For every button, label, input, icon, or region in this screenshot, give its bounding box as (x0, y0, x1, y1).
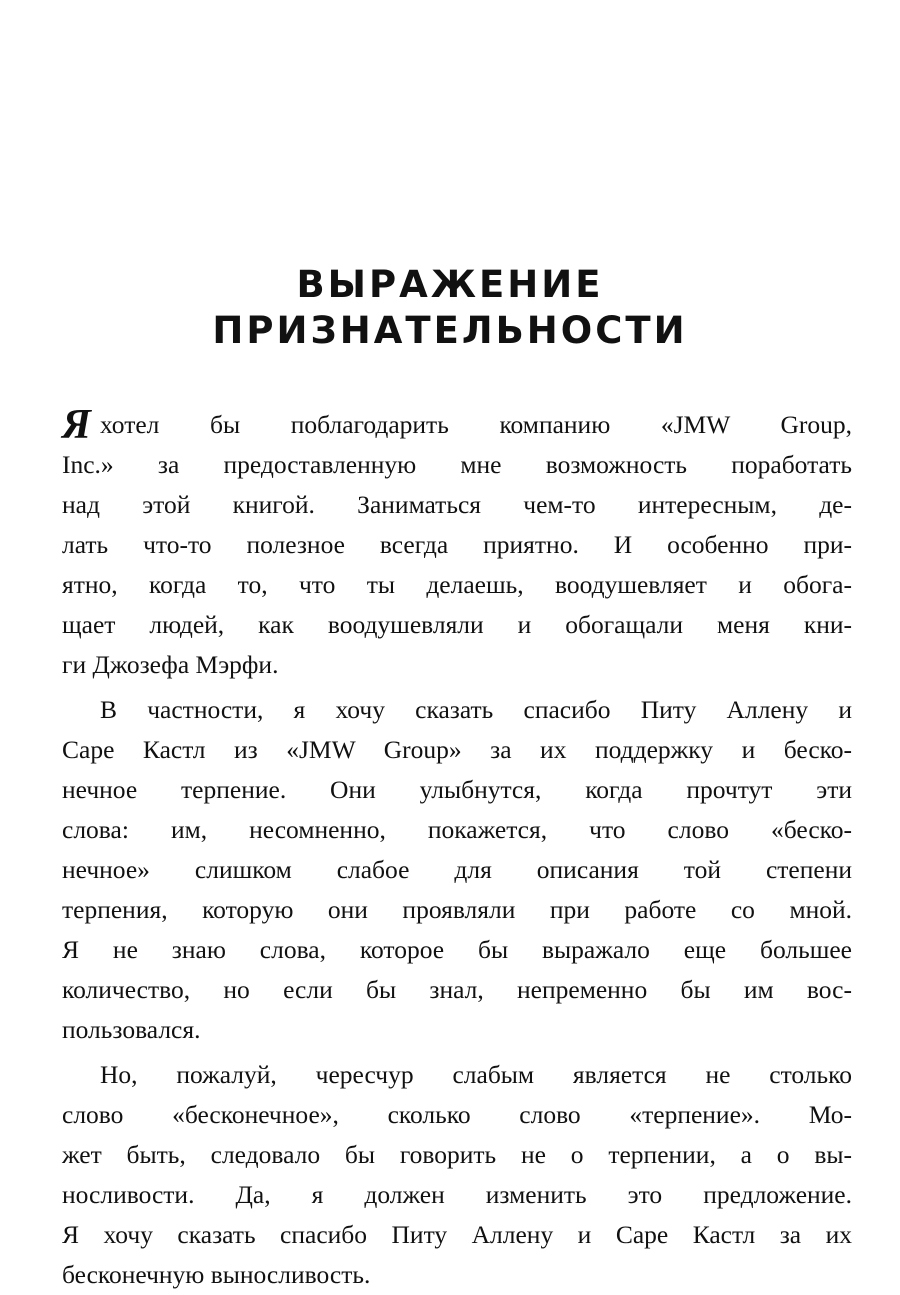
text-line: Саре Кастл из «JMW Group» за их поддержку и беско- (62, 735, 852, 764)
text-line-content: хотел бы поблагодарить компанию «JMW Group, (100, 410, 852, 439)
page-title (100, 262, 800, 354)
text-line: Я не знаю слова, которое бы выражало еще большее (62, 935, 852, 964)
paragraph-3 (62, 1055, 852, 1295)
text-line: Inc.» за предоставленную мне возможность поработать (62, 450, 852, 479)
text-line: жет быть, следовало бы говорить не о терпении, а о вы- (62, 1140, 852, 1169)
text-line: слово «бесконечное», сколько слово «терпение». Мо- (62, 1100, 852, 1129)
title-line-1: ВЫРАЖЕНИЕ (296, 263, 604, 306)
text-line: В частности, я хочу сказать спасибо Питу Аллену и (100, 695, 852, 724)
title-line-2: ПРИЗНАТЕЛЬНОСТИ (212, 309, 688, 352)
text-line: носливости. Да, я должен изменить это предложение. (62, 1180, 852, 1209)
text-line: Я хочу сказать спасибо Питу Аллену и Саре Кастл за их (62, 1220, 852, 1249)
text-line: нечное терпение. Они улыбнутся, когда прочтут эти (62, 775, 852, 804)
text-line: количество, но если бы знал, непременно бы им вос- (62, 975, 852, 1004)
text-line: слова: им, несомненно, покажется, что слово «беско- (62, 815, 852, 844)
body-text (62, 402, 852, 1295)
text-line: над этой книгой. Заниматься чем-то интересным, де- (62, 490, 852, 519)
text-line: пользовался. (62, 1015, 201, 1044)
paragraph-2 (62, 690, 852, 1050)
text-line: щает людей, как воодушевляли и обогащали меня кни- (62, 610, 852, 639)
text-line: ятно, когда то, что ты делаешь, воодушевляет и обога- (62, 570, 852, 599)
paragraph-1 (62, 402, 852, 685)
text-line: терпения, которую они проявляли при работе со мной. (62, 895, 852, 924)
drop-cap: Я (62, 402, 91, 448)
text-line: нечное» слишком слабое для описания той степени (62, 855, 852, 884)
text-line: лать что-то полезное всегда приятно. И особенно при- (62, 530, 852, 559)
text-line: ги Джозефа Мэрфи. (62, 650, 279, 679)
text-line: бесконечную выносливость. (62, 1260, 371, 1289)
text-line: Но, пожалуй, чересчур слабым является не столько (100, 1060, 852, 1089)
text-line (62, 402, 852, 448)
